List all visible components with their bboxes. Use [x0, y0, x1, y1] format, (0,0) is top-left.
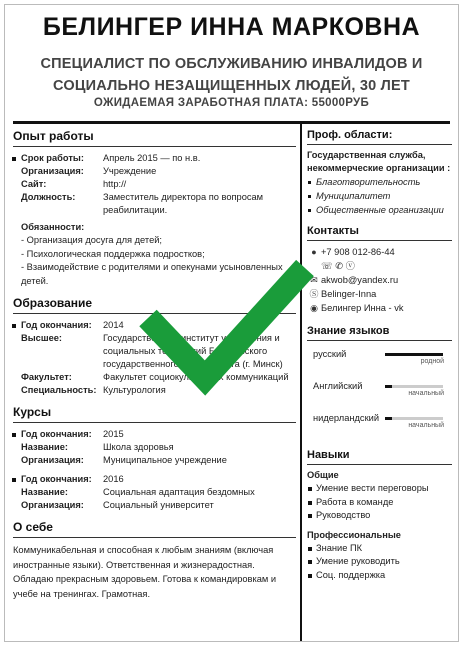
experience-title: Опыт работы: [13, 127, 296, 147]
about-title: О себе: [13, 518, 296, 538]
vk-row: [307, 301, 452, 315]
email-row: [307, 273, 452, 287]
contacts-title: Контакты: [307, 223, 452, 241]
prof-area-item: Муниципалитет: [307, 189, 452, 203]
skill-item: Работа в команде: [307, 496, 452, 510]
experience-block: [13, 152, 296, 288]
skype-link[interactable]: Belinger-Inna: [321, 289, 377, 299]
language-level: родной: [420, 358, 444, 365]
course-block: [13, 473, 296, 512]
language-name: Английский: [313, 381, 363, 391]
education-row: Специальность: Культурология: [21, 385, 166, 395]
language-level: начальный: [408, 390, 444, 397]
header-divider: [13, 121, 450, 124]
skills-general-title: Общие: [307, 470, 339, 480]
phone-number[interactable]: +7 908 012-86-44: [321, 247, 395, 257]
language-level: начальный: [408, 422, 444, 429]
prof-area-item: Общественные организации: [307, 203, 452, 217]
column-divider: [300, 124, 302, 641]
course-row: Название: Школа здоровья: [21, 442, 174, 452]
candidate-position: СПЕЦИАЛИСТ ПО ОБСЛУЖИВАНИЮ ИНВАЛИДОВ И СОЦИАЛЬНО НЕЗАЩИЩЕННЫХ ЛЮДЕЙ, 30 ЛЕТ: [40, 56, 423, 94]
resume-page: [4, 4, 459, 642]
skill-item: Умение вести переговоры: [307, 482, 452, 496]
left-column: [13, 127, 296, 601]
language-name: нидерландский: [313, 413, 380, 423]
user-icon: ◉: [310, 303, 318, 313]
messenger-icons[interactable]: ☏ ✆ ⓥ: [321, 261, 355, 271]
duty-item: - Взаимодействие с родителями и опекунами усыновленных детей.: [21, 262, 283, 286]
language-row: [307, 345, 452, 377]
messengers-row: [307, 259, 452, 273]
email-icon: ✉: [310, 275, 318, 285]
education-title: Образование: [13, 294, 296, 314]
experience-row: Срок работы: Апрель 2015 — по н.в.: [13, 152, 296, 165]
candidate-name: БЕЛИНГЕР ИННА МАРКОВНА: [42, 13, 421, 41]
language-level-bar: [385, 385, 443, 388]
language-row: [307, 409, 452, 441]
prof-area-item: Благотворительность: [307, 175, 452, 189]
right-column: [307, 127, 452, 582]
duties-title: Обязанности:: [21, 222, 85, 232]
skill-item: Соц. поддержка: [307, 569, 452, 583]
prof-area-name: Государственная служба, некоммерческие организации :: [307, 150, 451, 173]
email-link[interactable]: akwob@yandex.ru: [321, 275, 399, 285]
skype-icon: Ⓢ: [309, 289, 319, 299]
skills-title: Навыки: [307, 447, 452, 465]
course-row: Название: Социальная адаптация бездомных: [21, 487, 255, 497]
skype-row: [307, 287, 452, 301]
duty-item: - Психологическая поддержка подростков;: [21, 248, 205, 259]
skill-item: Руководство: [307, 509, 452, 523]
language-name: русский: [313, 349, 347, 359]
phone-row: [307, 245, 452, 259]
languages-title: Знание языков: [307, 323, 452, 341]
duty-item: - Организация досуга для детей;: [21, 235, 163, 245]
education-row: Год окончания: 2014: [13, 319, 296, 332]
site-link[interactable]: http://: [103, 179, 127, 189]
phone-icon: ●: [311, 247, 317, 257]
about-text: Коммуникабельная и способная к любым знаниям (включая иностранные языки). Ответственная и жизнерадостная. Обладаю прекрасным здоровьем. Готова к командировкам и учебе на тренингах. Грамотная.: [13, 545, 277, 599]
courses-title: Курсы: [13, 403, 296, 423]
skills-prof-title: Профессиональные: [307, 529, 401, 540]
language-row: [307, 377, 452, 409]
course-block: [13, 428, 296, 467]
course-row: Организация: Социальный университет: [21, 500, 214, 510]
experience-row: Сайт: http://: [13, 178, 296, 191]
education-row: Высшее: Государственный институт управления и социальных технологий Белорусского государственного университета (г. Минск): [21, 333, 283, 369]
course-row: Год окончания: 2015: [13, 428, 296, 441]
expected-salary: ОЖИДАЕМАЯ ЗАРАБОТНАЯ ПЛАТА: 55000РУБ: [93, 97, 370, 109]
experience-row: Организация: Учреждение: [21, 166, 157, 176]
course-row: Год окончания: 2016: [13, 473, 296, 486]
prof-areas-title: Проф. области:: [307, 127, 452, 145]
language-level-bar: [385, 417, 443, 420]
education-row: Факультет: Факультет социокультурных коммуникаций: [21, 372, 289, 382]
vk-link[interactable]: Белингер Инна - vk: [321, 303, 404, 313]
experience-row: Должность: Заместитель директора по вопросам реабилитации.: [21, 192, 264, 215]
language-level-bar: [385, 353, 443, 356]
skill-item: Знание ПК: [307, 542, 452, 556]
skill-item: Умение руководить: [307, 555, 452, 569]
education-block: [13, 319, 296, 397]
course-row: Организация: Муниципальное учреждение: [21, 455, 227, 465]
